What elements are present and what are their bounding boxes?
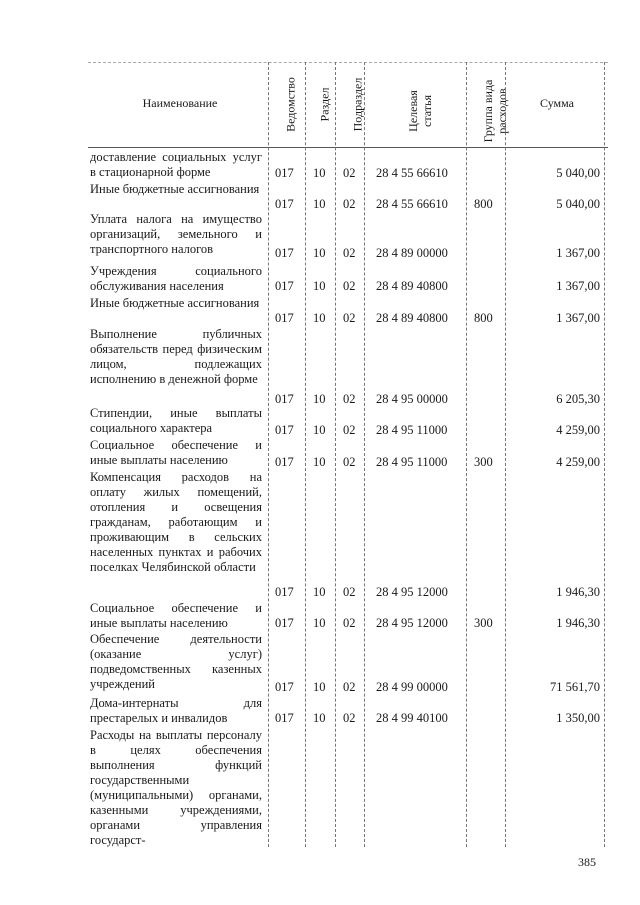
row-section: 10 xyxy=(313,311,326,325)
row-article: 28 4 95 11000 xyxy=(376,423,448,437)
row-name: Выполнение публичных обязательств перед физическим лицом, подлежащих исполнению в денежной форме xyxy=(90,327,262,386)
row-section: 10 xyxy=(313,392,326,406)
row-article: 28 4 99 40100 xyxy=(376,711,448,725)
row-subsection: 02 xyxy=(343,616,356,630)
header-expense-group: Группа вида расходов xyxy=(481,79,509,143)
row-section: 10 xyxy=(313,423,326,437)
column-divider xyxy=(604,62,605,847)
row-department: 017 xyxy=(275,311,294,325)
row-name: Социальное обеспечение и иные выплаты населению xyxy=(90,438,262,467)
row-article: 28 4 55 66610 xyxy=(376,197,448,211)
row-section: 10 xyxy=(313,680,326,694)
row-amount: 1 946,30 xyxy=(556,585,600,599)
header-rule xyxy=(88,147,608,148)
row-group: 300 xyxy=(474,455,493,469)
row-name: доставление социальных услуг в стационарной форме xyxy=(90,150,262,179)
row-subsection: 02 xyxy=(343,392,356,406)
header-section: Раздел xyxy=(317,87,332,122)
header-name: Наименование xyxy=(142,96,218,110)
row-group: 800 xyxy=(474,311,493,325)
column-divider xyxy=(268,62,269,847)
row-group: 800 xyxy=(474,197,493,211)
row-name: Уплата налога на имущество организаций, земельного и транспортного налогов xyxy=(90,212,262,256)
row-amount: 4 259,00 xyxy=(556,455,600,469)
row-section: 10 xyxy=(313,279,326,293)
row-department: 017 xyxy=(275,279,294,293)
row-amount: 1 367,00 xyxy=(556,246,600,260)
row-amount: 6 205,30 xyxy=(556,392,600,406)
row-department: 017 xyxy=(275,423,294,437)
row-section: 10 xyxy=(313,197,326,211)
row-section: 10 xyxy=(313,616,326,630)
row-article: 28 4 89 00000 xyxy=(376,246,448,260)
row-article: 28 4 55 66610 xyxy=(376,166,448,180)
row-article: 28 4 95 00000 xyxy=(376,392,448,406)
row-section: 10 xyxy=(313,166,326,180)
row-article: 28 4 95 11000 xyxy=(376,455,448,469)
row-department: 017 xyxy=(275,197,294,211)
row-article: 28 4 99 00000 xyxy=(376,680,448,694)
row-subsection: 02 xyxy=(343,197,356,211)
row-amount: 1 367,00 xyxy=(556,279,600,293)
row-article: 28 4 89 40800 xyxy=(376,311,448,325)
row-amount: 1 946,30 xyxy=(556,616,600,630)
header-target-article: Целевая статья xyxy=(406,90,434,132)
row-subsection: 02 xyxy=(343,311,356,325)
row-department: 017 xyxy=(275,585,294,599)
page-number: 385 xyxy=(578,855,596,869)
row-department: 017 xyxy=(275,455,294,469)
header-amount: Сумма xyxy=(540,96,574,110)
row-name: Компенсация расходов на оплату жилых помещений, отопления и освещения гражданам, работающим и проживающим в сельских населенных пунктах и рабочих поселках Челябинской области xyxy=(90,470,262,574)
header-department: Ведомство xyxy=(283,77,298,132)
row-name: Обеспечение деятельности (оказание услуг) подведомственных казенных учреждений xyxy=(90,632,262,691)
row-subsection: 02 xyxy=(343,680,356,694)
column-divider xyxy=(364,62,365,847)
row-amount: 1 367,00 xyxy=(556,311,600,325)
row-subsection: 02 xyxy=(343,166,356,180)
row-name: Дома-интернаты для престарелых и инвалидов xyxy=(90,696,262,725)
row-name: Расходы на выплаты персоналу в целях обеспечения выполнения функций государственными (муниципальными) органами, казенными учреждениями, органами управления государст- xyxy=(90,728,262,847)
row-article: 28 4 95 12000 xyxy=(376,616,448,630)
column-divider xyxy=(305,62,306,847)
row-name: Иные бюджетные ассигнования xyxy=(90,296,260,310)
column-divider xyxy=(505,62,506,847)
row-name: Стипендии, иные выплаты социального характера xyxy=(90,406,262,435)
row-subsection: 02 xyxy=(343,711,356,725)
header-subsection: Подраздел xyxy=(350,77,365,132)
row-amount: 4 259,00 xyxy=(556,423,600,437)
row-department: 017 xyxy=(275,680,294,694)
row-subsection: 02 xyxy=(343,423,356,437)
row-group: 300 xyxy=(474,616,493,630)
row-amount: 5 040,00 xyxy=(556,197,600,211)
row-subsection: 02 xyxy=(343,246,356,260)
row-name: Иные бюджетные ассигнования xyxy=(90,182,260,196)
row-department: 017 xyxy=(275,616,294,630)
column-divider xyxy=(466,62,467,847)
row-section: 10 xyxy=(313,585,326,599)
column-divider xyxy=(335,62,336,847)
row-amount: 5 040,00 xyxy=(556,166,600,180)
row-amount: 1 350,00 xyxy=(556,711,600,725)
top-rule xyxy=(88,62,608,63)
row-subsection: 02 xyxy=(343,455,356,469)
row-section: 10 xyxy=(313,711,326,725)
row-name: Учреждения социального обслуживания населения xyxy=(90,264,262,293)
row-amount: 71 561,70 xyxy=(550,680,600,694)
row-department: 017 xyxy=(275,392,294,406)
row-name: Социальное обеспечение и иные выплаты населению xyxy=(90,601,262,630)
row-section: 10 xyxy=(313,455,326,469)
row-department: 017 xyxy=(275,246,294,260)
row-article: 28 4 95 12000 xyxy=(376,585,448,599)
row-section: 10 xyxy=(313,246,326,260)
row-article: 28 4 89 40800 xyxy=(376,279,448,293)
row-subsection: 02 xyxy=(343,585,356,599)
row-subsection: 02 xyxy=(343,279,356,293)
row-department: 017 xyxy=(275,711,294,725)
row-department: 017 xyxy=(275,166,294,180)
